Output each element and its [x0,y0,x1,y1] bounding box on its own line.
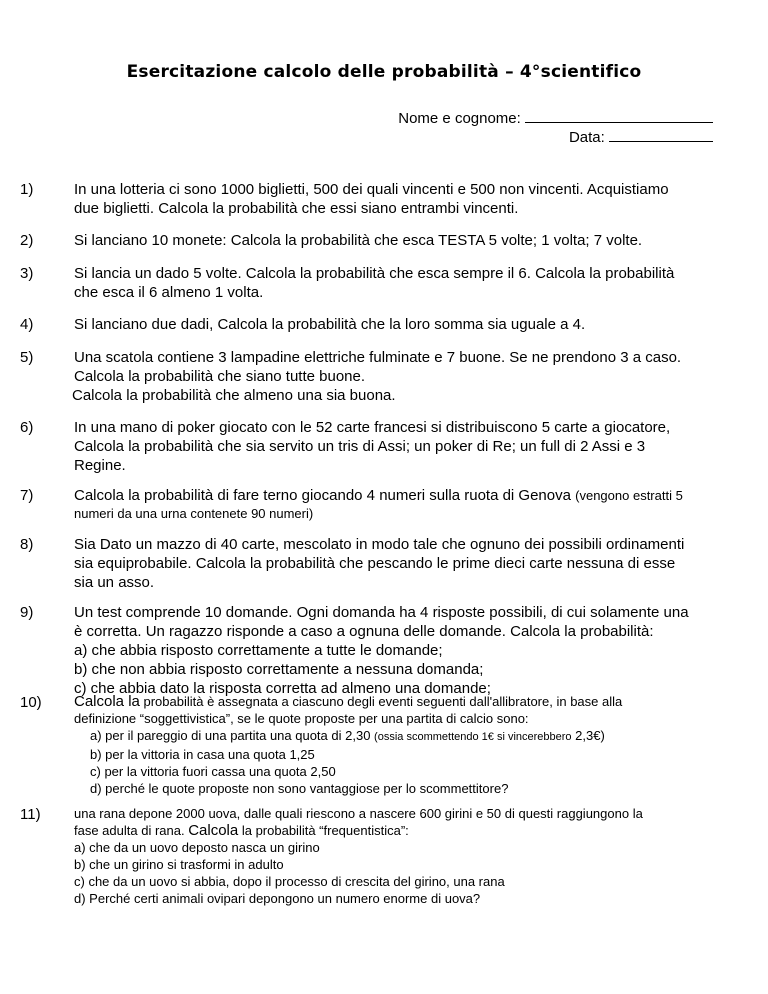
exercise-text: Si lanciano 10 monete: Calcola la probabilità che esca TESTA 5 volte; 1 volta; 7 volte. [74,232,643,249]
exercise-2 [20,231,720,250]
exercise-text: In una mano di poker giocato con le 52 carte francesi si distribuiscono 5 carte a giocatore, [74,419,671,436]
exercise-option: a) per il pareggio di una partita una quota di 2,30 [90,728,371,743]
exercise-text: una rana depone 2000 uova, dalle quali riescono a nascere 600 girini e 50 di questi raggiungono la [74,806,643,821]
exercise-text: Calcola la probabilità che almeno una sia buona. [72,387,396,404]
exercise-text: Regine. [74,457,126,474]
date-label: Data: [568,129,605,146]
exercise-note: numeri da una urna contenete 90 numeri) [74,506,314,521]
exercise-text: che esca il 6 almeno 1 volta. [74,284,264,301]
exercise-option: d) Perché certi animali ovipari depongono un numero enorme di uova? [74,891,481,906]
exercise-option: d) perché le quote proposte non sono vantaggiose per lo scommettitore? [90,781,509,796]
exercise-text: Calcola la probabilità che siano tutte buone. [74,368,366,385]
exercise-8 [20,535,720,592]
exercise-text: Calcola la probabilità che sia servito un tris di Assi; un poker di Re; un full di 2 Assi e 3 [74,438,646,455]
exercise-text: Sia Dato un mazzo di 40 carte, mescolato in modo tale che ognuno dei possibili ordinamenti [74,536,685,553]
exercise-6 [20,418,720,475]
exercise-option: c) che abbia dato la risposta corretta ad almeno una domande; [74,680,491,697]
exercise-number: 8) [20,536,34,553]
exercise-text: la probabilità “frequentistica”: [238,823,409,838]
exercise-text: sia equiprobabile. Calcola la probabilità che pescando le prime dieci carte nessuna di esse [74,555,676,572]
exercise-text: Si lanciano due dadi, Calcola la probabilità che la loro somma sia uguale a 4. [74,316,586,333]
name-underline[interactable] [525,108,713,123]
exercise-number: 6) [20,419,34,436]
exercise-text: In una lotteria ci sono 1000 biglietti, 500 dei quali vincenti e 500 non vincenti. Acquistiamo [74,181,669,198]
exercise-number: 10) [20,694,42,711]
exercise-4 [20,315,720,334]
exercise-option: a) che abbia risposto correttamente a tutte le domande; [74,642,443,659]
exercise-number: 11) [20,806,41,823]
exercise-number: 9) [20,604,34,621]
exercise-11 [20,805,720,907]
exercise-note: (vengono estratti 5 [575,488,683,503]
exercise-option: b) per la vittoria in casa una quota 1,25 [90,747,315,762]
name-field[interactable] [398,108,713,127]
name-label: Nome e cognome: [398,110,521,127]
exercise-number: 3) [20,265,34,282]
date-field[interactable] [569,127,713,146]
date-underline[interactable] [609,127,713,142]
exercise-7 [20,486,720,522]
exercise-option: a) che da un uovo deposto nasca un girino [74,840,320,855]
exercise-text: Una scatola contiene 3 lampadine elettriche fulminate e 7 buone. Se ne prendono 3 a caso. [74,349,682,366]
exercise-note: (ossia scommettendo 1€ si vincerebbero [374,731,572,743]
exercise-text: definizione “soggettivistica”, se le quote proposte per una partita di calcio sono: [74,711,529,726]
exercise-text: Calcola [188,822,239,839]
exercise-text: Un test comprende 10 domande. Ogni domanda ha 4 risposte possibili, di cui solamente una [74,604,689,621]
exercise-option: 2,3€) [575,728,605,743]
exercise-9 [20,603,720,698]
exercise-number: 7) [20,487,34,504]
exercise-option: b) che non abbia risposto correttamente a nessuna domanda; [74,661,484,678]
exercise-number: 5) [20,349,34,366]
exercise-text: probabilità è assegnata a ciascuno degli eventi seguenti dall'allibratore, in base alla [139,694,623,709]
exercise-option: c) per la vittoria fuori cassa una quota 2,50 [90,764,336,779]
exercise-text: sia un asso. [74,574,155,591]
exercise-3 [20,264,720,302]
exercise-text: è corretta. Un ragazzo risponde a caso a ognuna delle domande. Calcola la probabilità: [74,623,654,640]
exercise-1 [20,180,720,218]
exercise-number: 4) [20,316,34,333]
exercise-number: 1) [20,181,34,198]
exercise-text: Si lancia un dado 5 volte. Calcola la probabilità che esca sempre il 6. Calcola la probabilità [74,265,675,282]
exercise-5 [20,348,720,405]
exercise-10 [20,693,720,797]
exercise-text: fase adulta di rana. [74,823,185,838]
exercise-option: c) che da un uovo si abbia, dopo il processo di crescita del girino, una rana [74,874,505,889]
exercise-number: 2) [20,232,34,249]
exercise-text: Calcola la probabilità di fare terno giocando 4 numeri sulla ruota di Genova [74,487,571,504]
page-title: Esercitazione calcolo delle probabilità – 4°scientifico [126,62,642,82]
exercise-text: due biglietti. Calcola la probabilità che essi siano entrambi vincenti. [74,200,519,217]
exercise-option: b) che un girino si trasformi in adulto [74,857,284,872]
exercise-text: Calcola la [74,693,140,710]
